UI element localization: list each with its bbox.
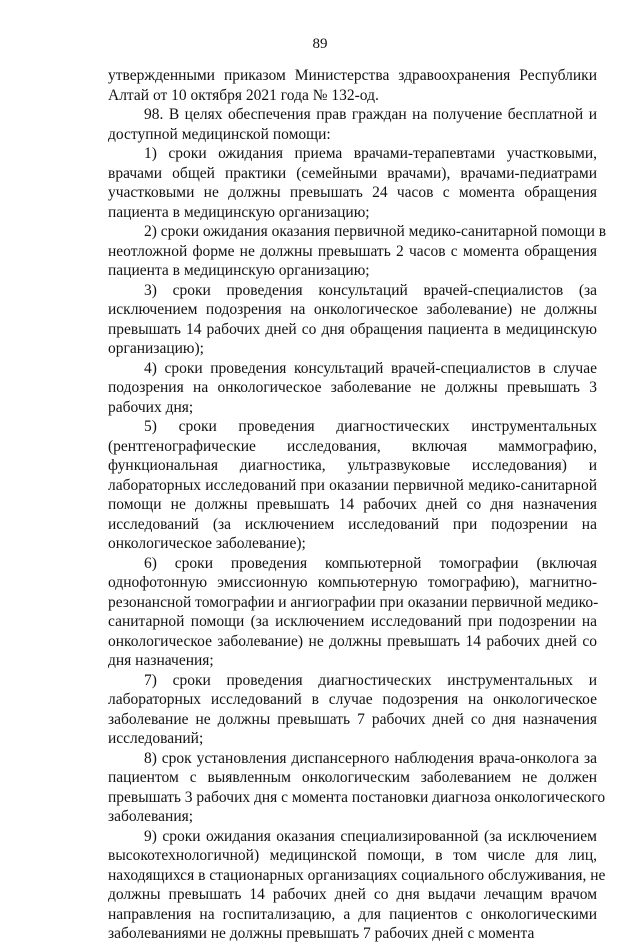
text-line: 7) сроки проведения диагностических инструментальных и bbox=[144, 671, 597, 689]
text-line: 9) сроки ожидания оказания специализированной (за исключением bbox=[144, 827, 597, 845]
text-line: врачами общей практики (семейными врачами), врачами-педиатрами bbox=[108, 164, 597, 182]
text-line: утвержденными приказом Министерства здравоохранения Республики bbox=[108, 67, 597, 84]
text-line: находящихся в стационарных организациях социального обслуживания, не bbox=[108, 866, 606, 884]
text-line: (рентгенографические исследования, включая маммографию, bbox=[108, 437, 597, 455]
text-line: лабораторных исследований в случае подозрения на онкологическое bbox=[108, 691, 597, 708]
text-line: заболевание не должны превышать 7 рабочих дней со дня назначения bbox=[108, 710, 597, 728]
text-line: функциональная диагностика, ультразвуковые исследования) и bbox=[108, 457, 597, 474]
text-line: онкологическое заболевание) не должны превышать 14 рабочих дней со bbox=[108, 632, 597, 650]
text-line: однофотонную эмиссионную компьютерную томографию), магнитно- bbox=[108, 574, 597, 591]
text-line: лабораторных исследований при оказании первичной медико-санитарной bbox=[108, 476, 597, 494]
text-line: исследований; bbox=[108, 730, 204, 747]
text-line: помощи не должны превышать 14 рабочих дней со дня назначения bbox=[108, 496, 597, 513]
text-line: рабочих дня; bbox=[108, 398, 194, 416]
text-line: 4) сроки проведения консультаций врачей-специалистов в случае bbox=[144, 359, 597, 377]
text-line: высокотехнологичной) медицинской помощи, в том числе для лиц, bbox=[108, 847, 597, 864]
text-line: пациентом с выявленным онкологическим заболеванием не должен bbox=[108, 769, 597, 786]
text-line: должны превышать 14 рабочих дней со дня выдачи лечащим врачом bbox=[108, 886, 597, 903]
text-line: заболеваниями не должны превышать 7 рабочих дней с момента bbox=[108, 925, 535, 942]
text-line: дня назначения; bbox=[108, 652, 214, 669]
text-line: санитарной помощи (за исключением исследований при подозрении на bbox=[108, 613, 597, 630]
text-line: 1) сроки ожидания приема врачами-терапевтами участковыми, bbox=[144, 145, 597, 162]
text-line: 2) сроки ожидания оказания первичной медико-санитарной помощи в bbox=[144, 223, 607, 240]
text-line: доступной медицинской помощи: bbox=[108, 125, 331, 143]
text-line: превышать 3 рабочих дня с момента постановки диагноза онкологического bbox=[108, 788, 606, 806]
text-line: подозрения на онкологическое заболевание не должны превышать 3 bbox=[108, 379, 597, 396]
text-line: превышать 14 рабочих дней со дня обращения пациента в медицинскую bbox=[108, 320, 597, 338]
text-line: исследований (за исключением исследований при подозрении на bbox=[108, 515, 597, 533]
text-line: участковыми не должны превышать 24 часов с момента обращения bbox=[108, 184, 597, 201]
text-line: 98. В целях обеспечения прав граждан на получение бесплатной и bbox=[144, 106, 597, 123]
text-line: пациента в медицинскую организацию; bbox=[108, 262, 370, 279]
text-line: резонансной томографии и ангиографии при оказании первичной медико- bbox=[108, 593, 599, 611]
text-line: Алтай от 10 октября 2021 года № 132-од. bbox=[108, 86, 379, 104]
text-line: организацию); bbox=[108, 340, 204, 357]
text-line: 5) сроки проведения диагностических инструментальных bbox=[144, 418, 597, 435]
text-line: 3) сроки проведения консультаций врачей-специалистов (за bbox=[144, 281, 597, 299]
text-line: 8) срок установления диспансерного наблюдения врача-онколога за bbox=[144, 749, 597, 767]
text-line: направления на госпитализацию, а для пациентов с онкологическими bbox=[108, 905, 597, 923]
text-line: онкологическое заболевание); bbox=[108, 535, 306, 552]
text-line: заболевания; bbox=[108, 808, 194, 825]
text-line: неотложной форме не должны превышать 2 часов с момента обращения bbox=[108, 242, 597, 260]
text-line: 6) сроки проведения компьютерной томографии (включая bbox=[144, 554, 597, 572]
text-line: пациента в медицинскую организацию; bbox=[108, 203, 370, 221]
text-line: исключением подозрения на онкологическое заболевание) не должны bbox=[108, 301, 597, 318]
page-number: 89 bbox=[312, 36, 328, 52]
